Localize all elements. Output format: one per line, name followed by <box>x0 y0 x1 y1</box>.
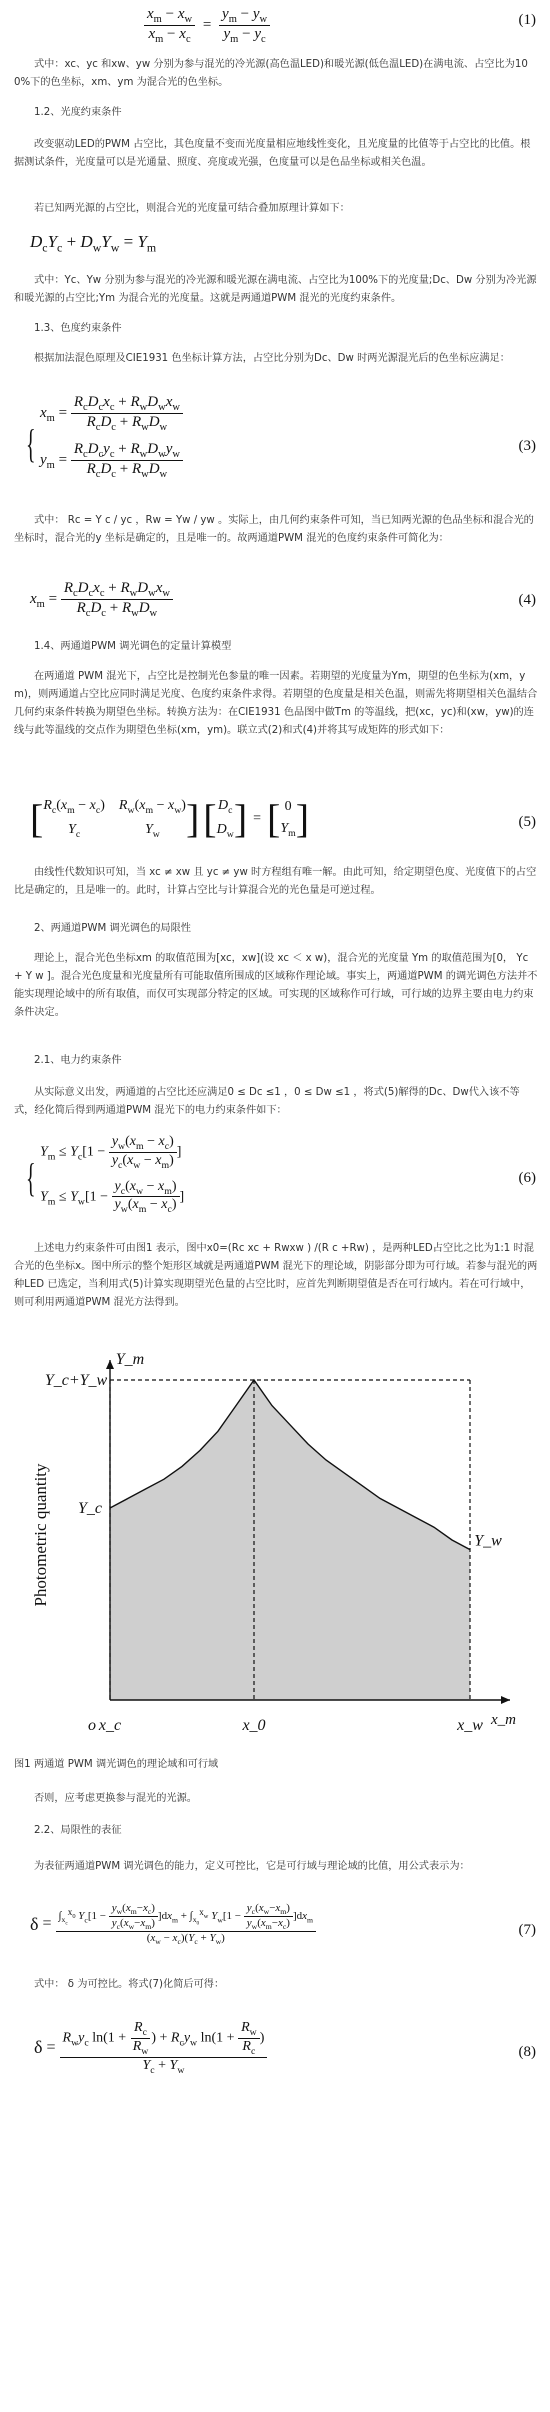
x-axis-label: x_m <box>491 1712 516 1728</box>
equation-4-number: (4) <box>518 592 536 608</box>
equation-5: [ $R_c(x_m - x_c)$ $R_w(x_m - x_w)$ $Y_c$ $Y_w$ ] [ $D_c$ $D_w$ ] = [ 0 $Y_m$ ] <box>30 796 310 841</box>
equation-2: $D_cY_c + D_wY_w = Y_m$ <box>30 232 157 255</box>
y-tick-yc: Y_c <box>78 1500 102 1517</box>
paragraph-6: 式中： Rc = Y c / yc ，Rw = Yw / yw 。实际上，由几何约束条件可知，当已知两光源的色品坐标和混合光的坐标时，混合光的y 坐标是确定的，且是唯一的。故两通道PWM 混光的色度约束条件可简化为： <box>14 515 534 544</box>
equation-5-number: (5) <box>518 814 536 830</box>
section-heading-2-2: 2.2、局限性的表征 <box>34 1825 122 1836</box>
paragraph-1: 式中：xc、yc 和xw、yw 分别为参与混光的冷光源(高色温LED)和暖光源(低色温LED)在满电流、占空比为100%下的色坐标，xm、ym 为混合光的色坐标。 <box>14 59 528 88</box>
section-heading-2: 2、两通道PWM 调光调色的局限性 <box>34 923 191 934</box>
equation-6: { $Y_m \le Y_c[1$ − $\frac{y_w(x_m - x_c)}{y_c(x_w - x_m)}$ ] $Y_m \le Y_w[1$ − $\frac{y_c(x_w - x_m)}{y_w(x_m - x_c)}$ ] <box>26 1134 185 1216</box>
paragraph-12: 否则，应考虑更换参与混光的光源。 <box>34 1793 197 1804</box>
equation-8-lhs: δ <box>34 2037 43 2058</box>
equation-6-number: (6) <box>518 1170 536 1186</box>
x-tick-x0: x_0 <box>242 1717 266 1734</box>
paragraph-9: 理论上，混合光色坐标xm 的取值范围为[xc，xw](设 xc ＜ x w)，混合光的光度量 Ym 的取值范围为[0， Yc + Y w ]。混合光色度量和光度量所有可能取值所围成的区域称作理论域。事实上，两通道PWM 的调光调色方法并不能实现理论域中的所有取值，而仅可实现部分特定的区域。可实现的区域称作可行域，可行域的边界主要由电力约束条件决定。 <box>14 953 538 1018</box>
equation-1-number: (1) <box>518 12 536 28</box>
curve-end-label-yw: Y_w <box>474 1532 502 1550</box>
section-heading-1-4: 1.4、两通道PWM 调光调色的定量计算模型 <box>34 641 232 652</box>
x-tick-xw: x_w <box>457 1717 483 1734</box>
equation-7-lhs: δ <box>30 1913 39 1934</box>
paragraph-11: 上述电力约束条件可由图1 表示，图中x0=(Rc xc + Rwxw ) /(R c +Rw) ，是两种LED占空比之比为1:1 时混合光的色坐标x。图中所示的整个矩形区域就是两通道PWM 混光下的理论域，阴影部分即为可行域。若参与混光的两种LED 已选定，当利用式(5)计算实现期望光色量的占空比时，应首先判断期望值是否在可行域内。若在可行域中，则可利用两通道PWM 混光方法得到。 <box>14 1243 538 1308</box>
equation-7: δ = $\int_{x_c}^{x_0}$ $Y_c[1$ − $\frac{y_w(x_m-x_c)}{y_c(x_w-x_m)}$ ]$dx_m + \int_{x_0}^{x_w}$ $Y_w[1$ − $\frac{y_c(x_w-x_m)}{y_w(x_m-x_c)}$ ]$dx_m$ $(x_w - x_c)(Y_c + Y_w)$ <box>14 1896 538 1962</box>
paragraph-13: 为表征两通道PWM 调光调色的能力，定义可控比，它是可行域与理论域的比值，用公式表示为： <box>34 1861 470 1872</box>
equation-4: $x_m$ = $\frac{R_cD_cx_c + R_wD_wx_w}{R_cD_c + R_wD_w}$ <box>14 574 538 628</box>
figure-1-caption: 图1 两通道 PWM 调光调色的理论域和可行域 <box>14 1759 219 1770</box>
section-heading-1-3: 1.3、色度约束条件 <box>34 323 122 334</box>
paragraph-10: 从实际意义出发，两通道的占空比还应满足0 ≤ Dc ≤1 ，0 ≤ Dw ≤1 ，将式(5)解得的Dc、Dw代入该不等式，经化简后得到两通道PWM 混光下的电力约束条件如下： <box>14 1087 520 1116</box>
paragraph-8: 由线性代数知识可知，当 xc ≠ xw 且 yc ≠ yw 时方程组有唯一解。由此可知，给定期望色度、光度值下的占空比是确定的，且是唯一的。此时，计算占空比与计算混合光的光色量是可逆过程。 <box>14 867 537 896</box>
paragraph-14: 式中： δ 为可控比。将式(7)化简后可得： <box>34 1979 225 1990</box>
paragraph-5: 根据加法混色原理及CIE1931 色坐标计算方法，占空比分别为Dc、Dw 时两光源混光后的色坐标应满足： <box>34 353 510 364</box>
y-axis-title: Photometric quantity <box>31 1463 50 1607</box>
equation-8: δ = $R_wy_c$ ln(1 + $\frac{R_c}{R_w}$ ) + $R_cy_w$ ln(1 + $\frac{R_w}{R_c}$ ) $Y_c + Y_w$ <box>14 2010 538 2090</box>
paragraph-7: 在两通道 PWM 混光下，占空比是控制光色参量的唯一因素。若期望的光度量为Ym，期望的色坐标为(xm，ym)，则两通道占空比应同时满足光度、色度约束条件求得。若期望的色度量是相关色温，则需先将期望相关色温结合几何约束条件转换为期望色坐标。转换方法为：在CIE1931 色品图中做Tm 的等温线，把(xc，yc)和(xw，yw)的连线与此等温线的交点作为期望色坐标(xm，ym)。联立式(2)和式(4)并将其写成矩阵的形式如下： <box>14 671 538 736</box>
equation-8-number: (8) <box>518 2044 536 2060</box>
figure-1-feasible-region-chart <box>0 1340 550 1750</box>
section-heading-2-1: 2.1、电力约束条件 <box>34 1055 122 1066</box>
y-axis-arrow <box>106 1360 114 1369</box>
y-tick-yc-plus-yw: Y_c+Y_w <box>44 1372 108 1389</box>
equation-7-number: (7) <box>518 1922 536 1938</box>
feasible-region-area <box>110 1380 470 1700</box>
y-axis-label: Y_m <box>115 1351 145 1368</box>
paragraph-3: 若已知两光源的占空比，则混合光的光度量可结合叠加原理计算如下： <box>34 203 350 214</box>
section-heading-1-2: 1.2、光度约束条件 <box>34 107 122 118</box>
equation-1: $\frac{x_m - x_w}{x_m - x_c}$ = $\frac{y_m - y_w}{y_m - y_c}$ <box>14 4 538 48</box>
equation-3: { $x_m$ = $\frac{R_cD_cx_c + R_wD_wx_w}{R_cD_c + R_wD_w}$ $y_m$ = $\frac{R_cD_cy_c + R_wD_wy_w}{R_cD_c + R_wD_w}$ <box>14 390 538 502</box>
x-axis-arrow <box>501 1696 510 1704</box>
paragraph-2: 改变驱动LED的PWM 占空比，其色度量不变而光度量相应地线性变化，且光度量的比值等于占空比的比值。根据测试条件，光度量可以是光通量、照度、亮度或光强，色度量可以是色品坐标或相关色温。 <box>14 139 531 168</box>
origin-label: o <box>88 1717 96 1734</box>
paragraph-4: 式中：Yc、Yw 分别为参与混光的冷光源和暖光源在满电流、占空比为100%下的光度量;Dc、Dw 分别为冷光源和暖光源的占空比;Ym 为混合光的光度量。这就是两通道PWM 混光的光度约束条件。 <box>14 275 537 304</box>
x-tick-xc: x_c <box>98 1717 122 1734</box>
equation-3-number: (3) <box>518 438 536 454</box>
